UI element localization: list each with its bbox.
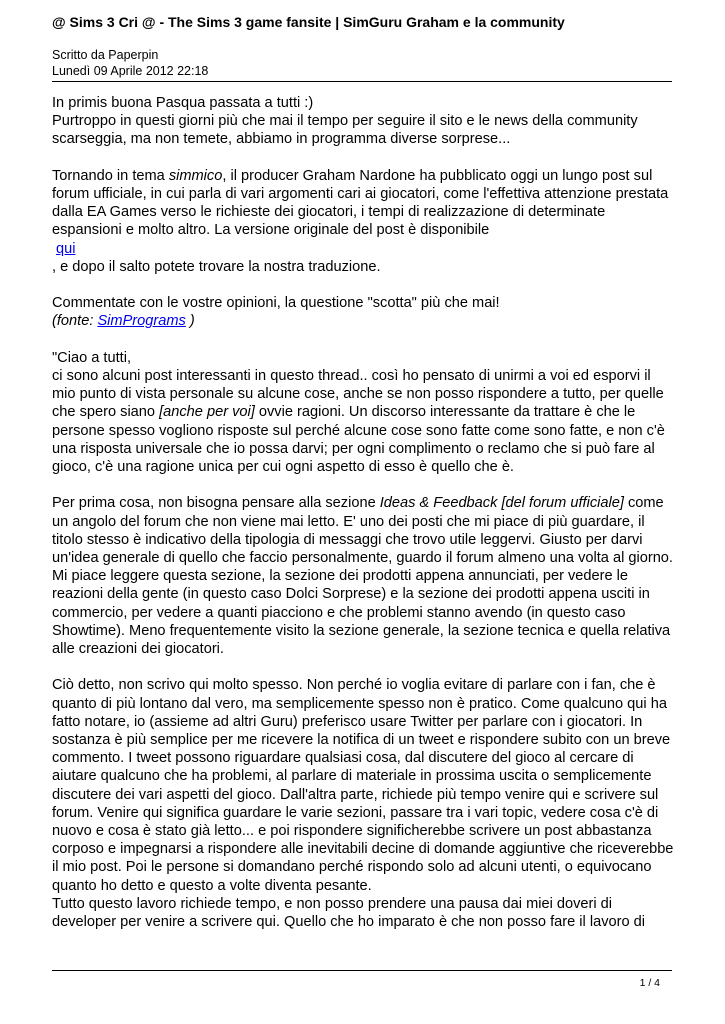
source-link[interactable]: SimPrograms [97, 313, 186, 330]
article-body [52, 94, 677, 931]
paragraph-ideas-feedback: Per prima cosa, non bisogna pensare alla sezione Ideas & Feedback [del forum ufficiale] come un angolo del forum che non viene mai letto. E' uno dei posti che mi piace di più guardare, il titolo stesso è indicativo della tipologia di messaggi che trovo utile leggervi. Giusto per darvi un'idea generale di quello che faccio personalmente, guardo il forum almeno una volta al giorno. Mi piace leggere questa sezione, la sezione dei prodotti appena annunciati, per vedere le reazioni della gente (in questo caso Dolci Sorprese) e la sezione dei prodotti appena usciti in commercio, per vedere a quanti piacciono e che problemi stanno avendo (in questo caso Showtime). Meno frequentemente visito la sezione generale, la sezione tecnica e quella relativa alle creazioni dei giocatori. [52, 495, 673, 658]
paragraph-twitter: Ciò detto, non scrivo qui molto spesso. Non perché io voglia evitare di parlare con i fan, che è quanto di più lontano dal vero, ma semplicemente spesso non è pratico. Come qualcuno qui ha fatto notare, io (assieme ad altri Guru) preferisco usare Twitter per parlare con i giocatori. In sostanza è più semplice per me ricevere la notifica di un tweet e rispondere subito con un breve commento. I tweet possono riguardare qualsiasi cosa, dal discutere del gioco al cercare di aiutare qualcuno che ha problemi, al parlare di materiale in prossima uscita o semplicemente discutere dei vari aspetti del gioco. Dall'altra parte, richiede più tempo venire qui e scrivere sul forum. Venire qui significa guardare le varie sezioni, passare tra i vari topic, vedere cosa c'è di nuovo e cosa è stato già letto... e poi rispondere significherebbe scrivere un post abbastanza corposo e impegnarsi a rispondere alle inevitabili decine di domande aggiuntive che riceverebbe il mio post. Poi le persone si domandano perché rispondo solo ad alcuni utenti, o equivocano quanto ho detto e questo a volte diventa pesante. [52, 677, 674, 894]
date-line: Lunedì 09 Aprile 2012 22:18 [52, 64, 209, 78]
author-line: Scritto da Paperpin [52, 48, 159, 62]
paragraph-intro: Tornando in tema simmico, il producer Graham Nardone ha pubblicato oggi un lungo post sul forum ufficiale, in cui parla di vari argomenti cari ai giocatori, come l'effettiva attenzione prestata dalla EA Games verso le richieste dei giocatori, i tempi di realizzazione di determinate espansioni e molto altro. La versione originale del post è disponibile qui , e dopo il salto potete trovare la nostra traduzione. [52, 167, 669, 275]
footer-divider [52, 970, 672, 971]
paragraph-time: Tutto questo lavoro richiede tempo, e non posso prendere una pausa dai miei doveri di developer per venire a scrivere qui. Quello che ho imparato è che non posso fare il lavoro di [52, 895, 645, 931]
paragraph-greeting: In primis buona Pasqua passata a tutti :) Purtroppo in questi giorni più che mai il tempo per seguire il sito e le news della community scarseggia, ma non temete, abbiamo in programma diverse sorprese... [52, 95, 638, 148]
emphasis-ideas-feedback: Ideas & Feedback [del forum ufficiale] [379, 495, 624, 512]
paragraph-comment: Commentate con le vostre opinioni, la questione "scotta" più che mai! (fonte: SimPrograms ) [52, 295, 500, 330]
paragraph-quote-start: "Ciao a tutti, ci sono alcuni post interessanti in questo thread.. così ho pensato di unirmi a voi ed esporvi il mio punto di vista personale su alcune cose, anche se non posso rispondere a tutto, per quelle che spero siano [anche per voi] ovvie ragioni. Un discorso interessante da trattare è che le persone spesso vogliono risposte sul perché alcune cose sono fatte come sono fatte, e non c'è una risposta universale che io possa darvi; per ogni complimento o reclamo che si può fare al gioco, c'è una ragione unica per cui ogni aspetto di esso è quello che è. [52, 349, 665, 476]
page-number: 1 / 4 [639, 977, 660, 989]
source-line: (fonte: SimPrograms ) [52, 313, 195, 330]
header-divider [52, 81, 672, 82]
emphasis-anche-per-voi: [anche per voi] [159, 404, 255, 421]
emphasis-simmico: simmico [168, 167, 223, 184]
original-post-link[interactable]: qui [56, 240, 76, 257]
article-meta [52, 47, 208, 79]
page-title: @ Sims 3 Cri @ - The Sims 3 game fansite | SimGuru Graham e la community [52, 14, 565, 30]
